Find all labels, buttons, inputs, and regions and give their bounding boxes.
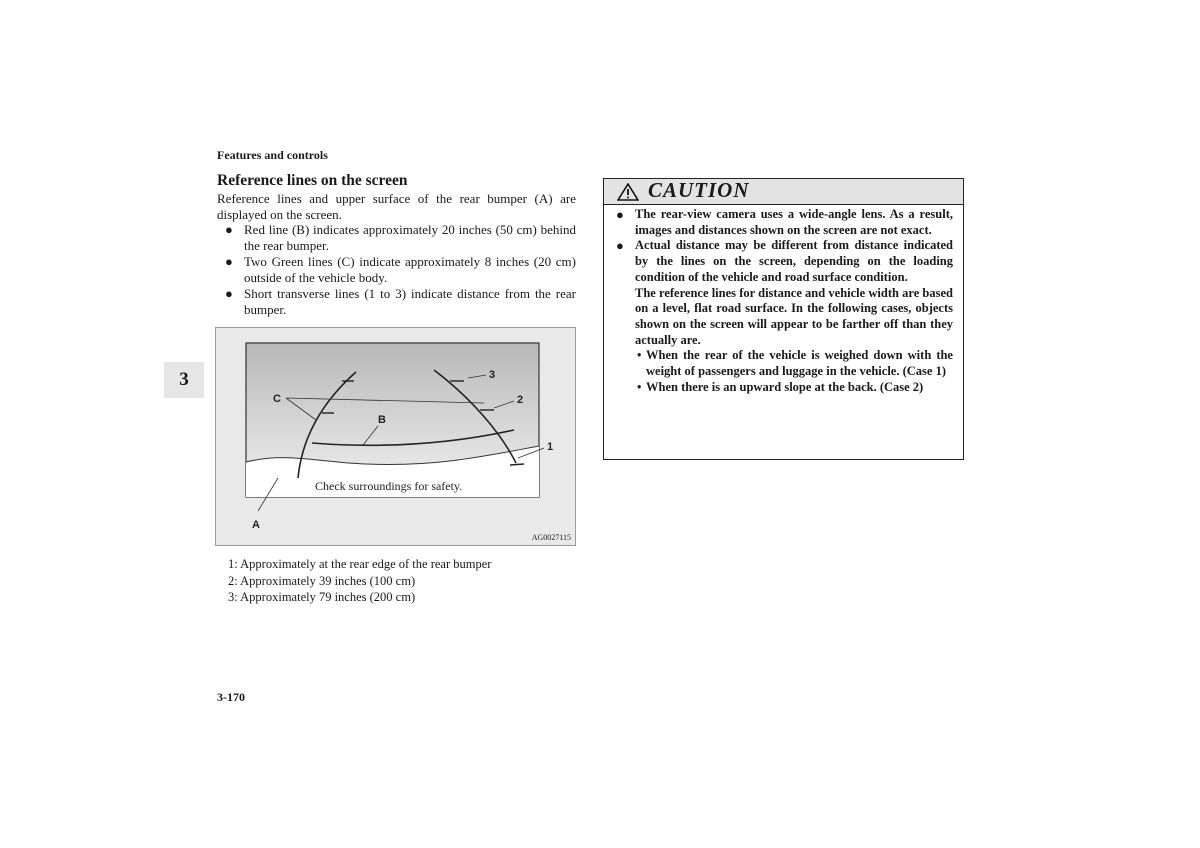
list-item: 2: Approximately 39 inches (100 cm) — [228, 573, 416, 588]
label-c: C — [273, 393, 281, 405]
label-3: 3 — [489, 369, 496, 381]
list-item: ● Red line (B) indicates approximately 20 inches (50 cm) behind the rear bumper. — [225, 222, 576, 253]
chapter-tab: 3 — [164, 362, 204, 398]
caution-box — [603, 178, 964, 460]
reference-lines-list — [217, 222, 576, 318]
warning-triangle-icon — [617, 183, 639, 201]
label-b: B — [378, 414, 386, 426]
reference-lines-figure — [215, 327, 576, 546]
caution-header — [604, 179, 963, 205]
bullet-icon: ● — [616, 207, 624, 222]
list-item: • When the rear of the vehicle is weighed down with the weight of passengers and luggage in the vehicle. (Case 1) — [637, 348, 953, 379]
section-header: Features and controls — [217, 148, 328, 162]
intro-paragraph: Reference lines and upper surface of the rear bumper (A) are displayed on the screen. — [217, 191, 576, 222]
sub-bullet-icon: • — [637, 348, 642, 363]
bullet-icon: ● — [225, 222, 233, 237]
page-number: 3-170 — [217, 690, 245, 704]
tick-mark — [510, 464, 524, 465]
section-heading: Reference lines on the screen — [217, 172, 408, 189]
list-item: • When there is an upward slope at the back. (Case 2) — [637, 379, 924, 394]
list-item: 1: Approximately at the rear edge of the rear bumper — [228, 557, 492, 571]
bullet-icon: ● — [225, 286, 233, 301]
distance-notes — [228, 556, 491, 606]
list-item: ● Two Green lines (C) indicate approximately 8 inches (20 cm) outside of the vehicle body. — [225, 254, 576, 285]
caution-paragraph: The reference lines for distance and vehicle width are based on a level, flat road surface. In the following cases, objects shown on the screen will appear to be farther off than they actually are. — [635, 285, 953, 347]
caution-body — [604, 205, 963, 395]
camera-screen-diagram — [216, 328, 575, 545]
bullet-icon: ● — [225, 254, 233, 269]
bullet-icon: ● — [616, 238, 624, 254]
sub-bullet-icon: • — [637, 379, 642, 394]
figure-code: AG0027115 — [531, 533, 571, 542]
label-a: A — [252, 519, 260, 531]
list-item: ● The rear-view camera uses a wide-angle lens. As a result, images and distances shown on the screen are not exact. — [616, 207, 953, 237]
list-item: 3: Approximately 79 inches (200 cm) — [228, 590, 416, 604]
label-1: 1 — [547, 441, 554, 453]
list-item: ● Actual distance may be different from distance indicated by the lines on the screen, depending on the loading condition of the vehicle and road surface condition. — [616, 238, 953, 284]
label-2: 2 — [517, 394, 524, 406]
list-item: ● Short transverse lines (1 to 3) indicate distance from the rear bumper. — [225, 286, 576, 317]
screen-message: Check surroundings for safety. — [315, 479, 463, 493]
caution-title: CAUTION — [648, 178, 750, 202]
